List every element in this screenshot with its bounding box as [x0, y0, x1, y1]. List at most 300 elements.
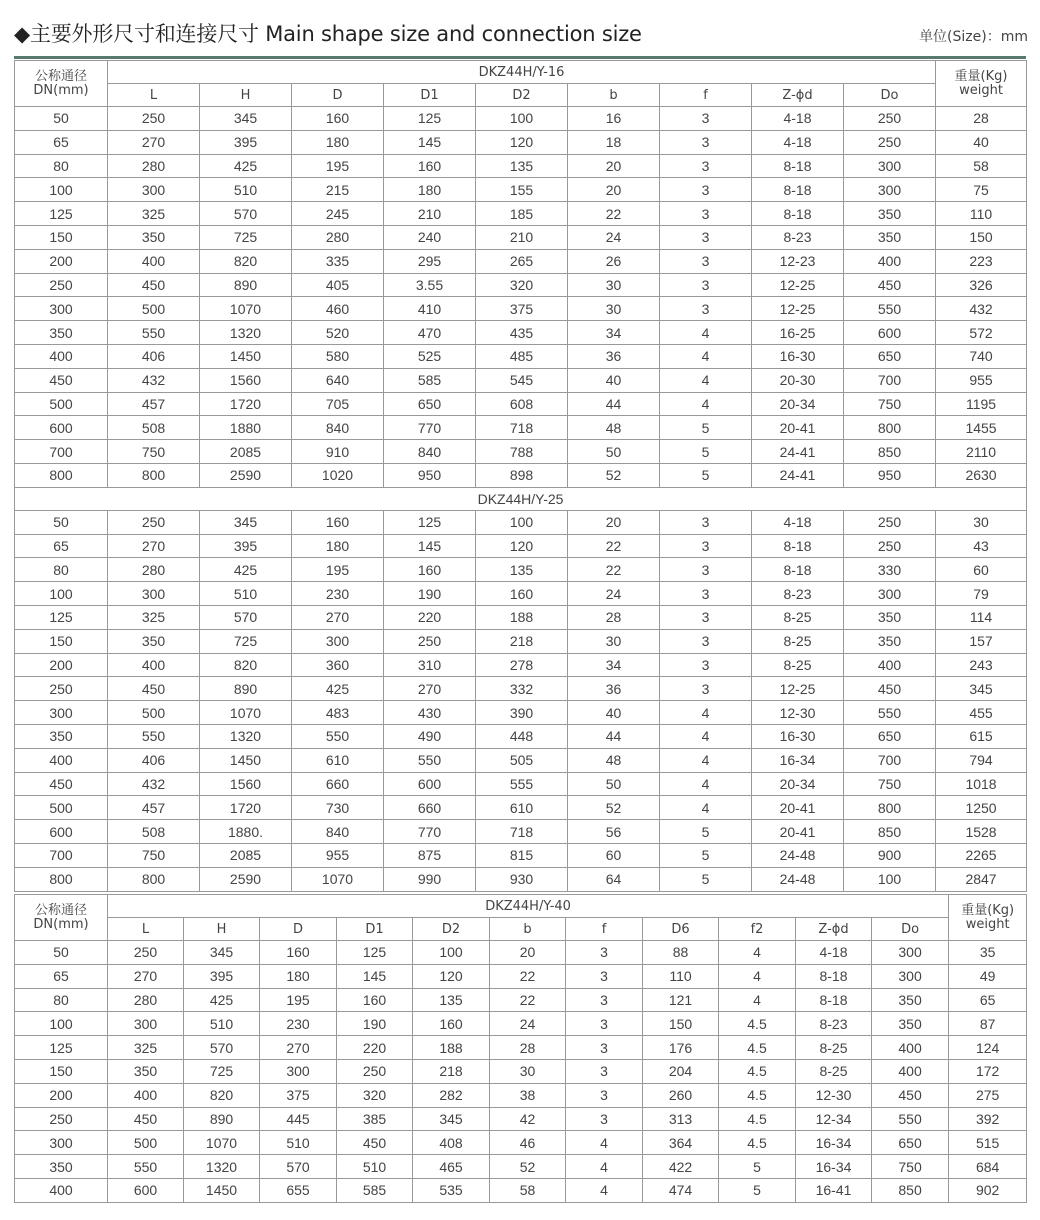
table-cell: 300: [872, 964, 949, 988]
table-cell: 80: [15, 558, 108, 582]
table-cell: 450: [872, 1083, 949, 1107]
table-cell: 150: [15, 629, 108, 653]
table-cell: 788: [476, 440, 568, 464]
table-cell: 718: [476, 820, 568, 844]
table-cell: 30: [568, 273, 660, 297]
table-cell: 345: [200, 510, 292, 534]
column-header: b: [490, 918, 566, 941]
table-cell: 910: [292, 440, 384, 464]
table-cell: 555: [476, 772, 568, 796]
table-cell: 58: [490, 1178, 566, 1202]
table-cell: 4: [719, 964, 796, 988]
table-cell: 3: [660, 273, 752, 297]
table-cell: 508: [108, 416, 200, 440]
table-cell: 4-18: [752, 107, 844, 131]
table-cell: 450: [15, 368, 108, 392]
table-cell: 48: [568, 748, 660, 772]
column-header: f: [660, 84, 752, 107]
table-cell: 718: [476, 416, 568, 440]
table-cell: 270: [384, 677, 476, 701]
table-cell: 8-18: [752, 558, 844, 582]
table-cell: 100: [413, 941, 490, 965]
table-cell: 3: [566, 1059, 643, 1083]
table-row: [15, 1059, 1027, 1083]
table-row: [15, 724, 1027, 748]
table-cell: 450: [108, 1107, 184, 1131]
table-cell: 660: [292, 772, 384, 796]
table-cell: 457: [108, 392, 200, 416]
table-cell: 195: [292, 154, 384, 178]
table-cell: 56: [568, 820, 660, 844]
column-header: Z-ϕd: [752, 84, 844, 107]
table-cell: 124: [949, 1036, 1027, 1060]
table-cell: 20-41: [752, 820, 844, 844]
table-row: [15, 1178, 1027, 1202]
table-cell: 135: [476, 558, 568, 582]
table-cell: 1320: [200, 321, 292, 345]
table-row: [15, 154, 1027, 178]
table-cell: 200: [15, 653, 108, 677]
table-cell: 160: [292, 107, 384, 131]
table-cell: 840: [292, 416, 384, 440]
table-cell: 100: [476, 510, 568, 534]
table-cell: 195: [292, 558, 384, 582]
table-cell: 280: [292, 225, 384, 249]
table-cell: 325: [108, 202, 200, 226]
table-cell: 570: [200, 605, 292, 629]
table-cell: 510: [337, 1155, 413, 1179]
column-header: D1: [384, 84, 476, 107]
table-cell: 8-18: [752, 178, 844, 202]
table-cell: 28: [936, 107, 1027, 131]
table-cell: 815: [476, 843, 568, 867]
table-cell: 1070: [292, 867, 384, 891]
table-cell: 990: [384, 867, 476, 891]
table-cell: 125: [15, 1036, 108, 1060]
table-cell: 545: [476, 368, 568, 392]
table-cell: 445: [260, 1107, 337, 1131]
table-cell: 20: [568, 178, 660, 202]
column-header-row: [15, 84, 1027, 107]
table-cell: 43: [936, 534, 1027, 558]
table-cell: 20-41: [752, 416, 844, 440]
table-cell: 570: [200, 202, 292, 226]
table-cell: 4: [660, 772, 752, 796]
table-cell: 44: [568, 392, 660, 416]
table-cell: 4.5: [719, 1036, 796, 1060]
table-cell: 24: [490, 1012, 566, 1036]
table-cell: 65: [15, 534, 108, 558]
table-cell: 250: [15, 1107, 108, 1131]
table-cell: 364: [643, 1131, 719, 1155]
table-cell: 250: [108, 941, 184, 965]
table-cell: 125: [384, 510, 476, 534]
table-cell: 125: [15, 202, 108, 226]
table-cell: 20: [568, 154, 660, 178]
column-header: Do: [872, 918, 949, 941]
column-header: D: [260, 918, 337, 941]
table-cell: 250: [15, 273, 108, 297]
table-cell: 1320: [184, 1155, 260, 1179]
table-cell: 432: [108, 368, 200, 392]
table-cell: 350: [844, 202, 936, 226]
table-cell: 22: [490, 964, 566, 988]
table-row: [15, 392, 1027, 416]
table-cell: 50: [15, 107, 108, 131]
table-cell: 406: [108, 748, 200, 772]
table-cell: 800: [15, 867, 108, 891]
table-row: [15, 1036, 1027, 1060]
table-cell: 395: [184, 964, 260, 988]
table-cell: 610: [292, 748, 384, 772]
table-cell: 400: [108, 653, 200, 677]
table-cell: 52: [490, 1155, 566, 1179]
table-cell: 270: [108, 534, 200, 558]
table-cell: 195: [260, 988, 337, 1012]
table-row: [15, 321, 1027, 345]
table-cell: 400: [844, 249, 936, 273]
table-cell: 180: [384, 178, 476, 202]
table-cell: 3: [660, 534, 752, 558]
table-cell: 8-23: [796, 1012, 872, 1036]
table-cell: 22: [568, 202, 660, 226]
table-cell: 1450: [200, 344, 292, 368]
table-cell: 310: [384, 653, 476, 677]
table-cell: 150: [936, 225, 1027, 249]
table-cell: 800: [108, 867, 200, 891]
table-cell: 250: [337, 1059, 413, 1083]
table-cell: 150: [15, 1059, 108, 1083]
table-cell: 20: [490, 941, 566, 965]
table-cell: 2590: [200, 867, 292, 891]
table-cell: 3: [566, 1036, 643, 1060]
table-cell: 432: [936, 297, 1027, 321]
table-cell: 890: [184, 1107, 260, 1131]
table-row: [15, 1155, 1027, 1179]
table-row: [15, 772, 1027, 796]
table-cell: 50: [568, 440, 660, 464]
table-cell: 300: [15, 297, 108, 321]
table-row: [15, 416, 1027, 440]
table-cell: 8-18: [796, 964, 872, 988]
table-cell: 350: [108, 225, 200, 249]
table-cell: 155: [476, 178, 568, 202]
table-cell: 4: [660, 344, 752, 368]
table-cell: 455: [936, 701, 1027, 725]
table-cell: 300: [260, 1059, 337, 1083]
table-cell: 12-23: [752, 249, 844, 273]
table-cell: 30: [490, 1059, 566, 1083]
table-cell: 600: [15, 416, 108, 440]
table-row: [15, 820, 1027, 844]
table-cell: 750: [844, 392, 936, 416]
table-cell: 1560: [200, 772, 292, 796]
table-row: [15, 796, 1027, 820]
table-cell: 243: [936, 653, 1027, 677]
table-cell: 684: [949, 1155, 1027, 1179]
table-cell: 265: [476, 249, 568, 273]
table-cell: 392: [949, 1107, 1027, 1131]
table-cell: 422: [643, 1155, 719, 1179]
table-cell: 950: [384, 463, 476, 487]
table-cell: 157: [936, 629, 1027, 653]
table-cell: 65: [949, 988, 1027, 1012]
table-cell: 350: [844, 605, 936, 629]
table-cell: 572: [936, 321, 1027, 345]
table-row: [15, 701, 1027, 725]
table-cell: 820: [184, 1083, 260, 1107]
table-row: [15, 130, 1027, 154]
table-header-row: [15, 61, 1027, 84]
table-cell: 150: [15, 225, 108, 249]
table-cell: 585: [384, 368, 476, 392]
table-cell: 145: [384, 534, 476, 558]
table-cell: 600: [384, 772, 476, 796]
table-cell: 50: [15, 941, 108, 965]
table-cell: 483: [292, 701, 384, 725]
table-cell: 190: [384, 582, 476, 606]
table-cell: 850: [844, 440, 936, 464]
table-cell: 615: [936, 724, 1027, 748]
table-cell: 16-30: [752, 344, 844, 368]
table-cell: 121: [643, 988, 719, 1012]
table-cell: 800: [844, 416, 936, 440]
table-row: [15, 941, 1027, 965]
table-cell: 8-18: [752, 202, 844, 226]
table-cell: 570: [260, 1155, 337, 1179]
table-cell: 180: [260, 964, 337, 988]
table-cell: 326: [936, 273, 1027, 297]
table-cell: 1880.: [200, 820, 292, 844]
table-cell: 550: [292, 724, 384, 748]
table-cell: 300: [844, 154, 936, 178]
table-cell: 4: [719, 941, 796, 965]
table-cell: 850: [844, 820, 936, 844]
table-cell: 500: [15, 392, 108, 416]
table-cell: 8-23: [752, 225, 844, 249]
table-cell: 500: [108, 701, 200, 725]
table-row: [15, 107, 1027, 131]
table-cell: 850: [872, 1178, 949, 1202]
table-row: [15, 748, 1027, 772]
table-row: [15, 368, 1027, 392]
table-cell: 75: [936, 178, 1027, 202]
table-cell: 16-34: [752, 748, 844, 772]
table-cell: 42: [490, 1107, 566, 1131]
table-cell: 210: [476, 225, 568, 249]
table-cell: 900: [844, 843, 936, 867]
table-cell: 535: [413, 1178, 490, 1202]
table-cell: 20-34: [752, 772, 844, 796]
table-cell: 12-30: [752, 701, 844, 725]
column-header: Z-ϕd: [796, 918, 872, 941]
table-cell: 4: [660, 724, 752, 748]
table-cell: 100: [844, 867, 936, 891]
table-cell: 4.5: [719, 1131, 796, 1155]
table-cell: 300: [844, 582, 936, 606]
table-cell: 30: [568, 297, 660, 321]
table-cell: 160: [413, 1012, 490, 1036]
table-cell: 930: [476, 867, 568, 891]
table-cell: 270: [108, 130, 200, 154]
table-cell: 350: [108, 1059, 184, 1083]
table-cell: 1528: [936, 820, 1027, 844]
table-cell: 46: [490, 1131, 566, 1155]
table-cell: 410: [384, 297, 476, 321]
table-cell: 400: [844, 653, 936, 677]
table-cell: 345: [184, 941, 260, 965]
table-cell: 120: [476, 534, 568, 558]
table-cell: 2630: [936, 463, 1027, 487]
table-cell: 180: [292, 534, 384, 558]
table-cell: 278: [476, 653, 568, 677]
table-cell: 898: [476, 463, 568, 487]
table-cell: 350: [844, 225, 936, 249]
page-title: ◆主要外形尺寸和连接尺寸 Main shape size and connection size: [14, 22, 642, 46]
table-cell: 65: [15, 964, 108, 988]
table-cell: 12-25: [752, 297, 844, 321]
column-header: H: [184, 918, 260, 941]
table-cell: 1020: [292, 463, 384, 487]
table-cell: 250: [108, 510, 200, 534]
table-cell: 250: [108, 107, 200, 131]
table-cell: 16-41: [796, 1178, 872, 1202]
table-cell: 2085: [200, 843, 292, 867]
table-cell: 450: [108, 273, 200, 297]
table-cell: 280: [108, 988, 184, 1012]
column-header-row: [15, 918, 1027, 941]
table-cell: 16-25: [752, 321, 844, 345]
table-cell: 3.55: [384, 273, 476, 297]
table-cell: 800: [108, 463, 200, 487]
section-title: DKZ44H/Y-25: [15, 487, 1027, 510]
table-cell: 450: [108, 677, 200, 701]
table-row: [15, 273, 1027, 297]
table-cell: 395: [200, 534, 292, 558]
table-cell: 510: [260, 1131, 337, 1155]
table-cell: 430: [384, 701, 476, 725]
table-cell: 840: [292, 820, 384, 844]
table-cell: 705: [292, 392, 384, 416]
table-cell: 87: [949, 1012, 1027, 1036]
table-cell: 350: [844, 629, 936, 653]
table-cell: 16: [568, 107, 660, 131]
table-cell: 470: [384, 321, 476, 345]
table-cell: 750: [872, 1155, 949, 1179]
table-cell: 5: [719, 1155, 796, 1179]
table-cell: 1070: [200, 297, 292, 321]
table-row: [15, 344, 1027, 368]
table-cell: 4.5: [719, 1083, 796, 1107]
table-cell: 8-18: [752, 154, 844, 178]
table-cell: 5: [660, 867, 752, 891]
table-cell: 1320: [200, 724, 292, 748]
table-row: [15, 440, 1027, 464]
table-cell: 295: [384, 249, 476, 273]
table-cell: 655: [260, 1178, 337, 1202]
table-cell: 350: [15, 724, 108, 748]
table-cell: 28: [490, 1036, 566, 1060]
table-cell: 505: [476, 748, 568, 772]
table-cell: 8-25: [752, 629, 844, 653]
table-cell: 550: [384, 748, 476, 772]
table-cell: 375: [476, 297, 568, 321]
table-cell: 4.5: [719, 1107, 796, 1131]
table-cell: 448: [476, 724, 568, 748]
table-cell: 20-34: [752, 392, 844, 416]
table-cell: 3: [660, 154, 752, 178]
table-header-row: [15, 895, 1027, 918]
column-header: D2: [476, 84, 568, 107]
table-cell: 185: [476, 202, 568, 226]
section-title: DKZ44H/Y-16: [108, 61, 936, 84]
table-cell: 1070: [184, 1131, 260, 1155]
table-cell: 400: [108, 249, 200, 273]
table-cell: 550: [872, 1107, 949, 1131]
table-cell: 40: [936, 130, 1027, 154]
table-cell: 1250: [936, 796, 1027, 820]
table-cell: 395: [200, 130, 292, 154]
table-cell: 3: [660, 653, 752, 677]
table-cell: 250: [844, 534, 936, 558]
table-cell: 375: [260, 1083, 337, 1107]
table-cell: 2085: [200, 440, 292, 464]
table-cell: 88: [643, 941, 719, 965]
table-cell: 400: [15, 1178, 108, 1202]
table-cell: 125: [384, 107, 476, 131]
table-cell: 570: [184, 1036, 260, 1060]
table-cell: 1070: [200, 701, 292, 725]
table-cell: 650: [384, 392, 476, 416]
table-cell: 64: [568, 867, 660, 891]
table-cell: 3: [660, 605, 752, 629]
table-cell: 800: [844, 796, 936, 820]
table-row: [15, 653, 1027, 677]
table-cell: 460: [292, 297, 384, 321]
table-cell: 450: [844, 273, 936, 297]
table-cell: 220: [337, 1036, 413, 1060]
table-cell: 300: [844, 178, 936, 202]
table-cell: 820: [200, 249, 292, 273]
table-cell: 120: [413, 964, 490, 988]
table-row: [15, 677, 1027, 701]
table-cell: 24-48: [752, 843, 844, 867]
table-cell: 3: [660, 677, 752, 701]
table-cell: 4: [660, 701, 752, 725]
table-cell: 200: [15, 1083, 108, 1107]
table-cell: 4: [660, 748, 752, 772]
table-cell: 8-18: [796, 988, 872, 1012]
weight-label: 重量(Kg): [954, 68, 1008, 84]
table-cell: 1018: [936, 772, 1027, 796]
table-cell: 3: [566, 988, 643, 1012]
table-cell: 408: [413, 1131, 490, 1155]
table-cell: 1720: [200, 796, 292, 820]
page-header: [14, 18, 1030, 52]
table-cell: 200: [15, 249, 108, 273]
table-cell: 135: [413, 988, 490, 1012]
table-cell: 1450: [184, 1178, 260, 1202]
table-cell: 300: [15, 701, 108, 725]
table-cell: 875: [384, 843, 476, 867]
table-row: [15, 249, 1027, 273]
table-cell: 52: [568, 796, 660, 820]
table-cell: 5: [660, 463, 752, 487]
table-cell: 114: [936, 605, 1027, 629]
table-cell: 955: [936, 368, 1027, 392]
column-header: D: [292, 84, 384, 107]
table-cell: 160: [384, 154, 476, 178]
